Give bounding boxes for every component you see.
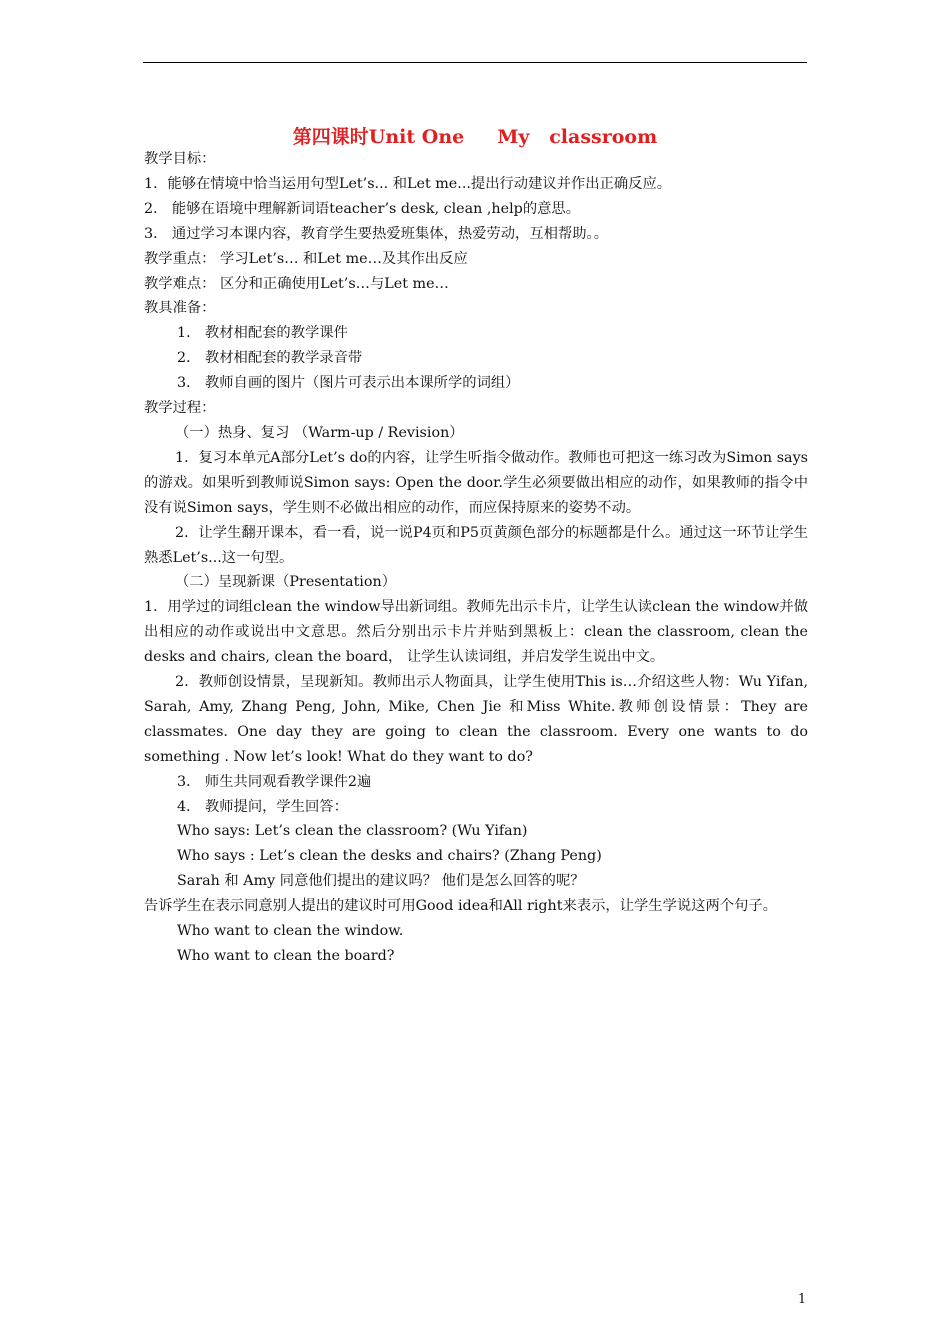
question-1: Who says: Let’s clean the classroom? (Wu Yifan) [177, 823, 528, 840]
presentation-paragraph-1: 1．用学过的词组clean the window导出新词组。教师先出示卡片，让学生认读clean the window并做出相应的动作或说出中文意思。然后分别出示卡片并贴到黑板上：clean the classroom, clean the desks and chairs, clean the board， 让学生认读词组，并启发学生说出中文。 [144, 599, 808, 666]
material-2: 2． 教材相配套的教学录音带 [177, 350, 363, 367]
step-warmup-heading: （一）热身、复习 （Warm-up / Revision） [175, 424, 464, 441]
section-heading-materials: 教具准备： [144, 300, 216, 317]
question-2: Who says : Let’s clean the desks and chairs? (Zhang Peng) [177, 848, 602, 865]
lesson-body [144, 147, 808, 969]
presentation-item-3: 3． 师生共同观看教学课件2遍 [177, 773, 372, 790]
difficult-points: 教学难点： 区分和正确使用Let’s…与Let me… [144, 275, 449, 292]
objective-3: 3． 通过学习本课内容，教育学生要热爱班集体，热爱劳动，互相帮助。。 [144, 225, 608, 242]
section-heading-process: 教学过程： [144, 400, 216, 417]
question-3: Sarah 和 Amy 同意他们提出的建议吗？ 他们是怎么回答的呢？ [177, 873, 585, 890]
objective-1: 1．能够在情境中恰当运用句型Let’s... 和Let me...提出行动建议并作出正确反应。 [144, 175, 672, 192]
key-points: 教学重点： 学习Let’s… 和Let me…及其作出反应 [144, 250, 468, 267]
material-3: 3． 教师自画的图片（图片可表示出本课所学的词组） [177, 375, 520, 392]
practice-sentence-2: Who want to clean the board? [177, 948, 395, 964]
section-heading-objectives: 教学目标： [144, 151, 216, 167]
page-number: 1 [797, 1292, 807, 1307]
header-rule [143, 62, 807, 63]
agreement-paragraph: 告诉学生在表示同意别人提出的建议时可用Good idea和All right来表示，让学生学说这两个句子。 [144, 898, 777, 915]
warmup-paragraph-2: 2．让学生翻开课本，看一看，说一说P4页和P5页黄颜色部分的标题都是什么。通过这一环节让学生熟悉Let’s...这一句型。 [144, 524, 808, 566]
presentation-paragraph-2: 2．教师创设情景，呈现新知。教师出示人物面具，让学生使用This is…介绍这些人物：Wu Yifan, Sarah, Amy, Zhang Peng, John, Mike, Chen Jie 和Miss White.教师创设情景：They are classmates. One day they are going to clean the classroom. Every one wants to do something . Now let’s look! What do they want to do? [144, 674, 808, 765]
material-1: 1． 教材相配套的教学课件 [177, 325, 348, 342]
warmup-paragraph-1: 1．复习本单元A部分Let’s do的内容，让学生听指令做动作。教师也可把这一练习改为Simon says的游戏。如果听到教师说Simon says: Open the door.学生必须要做出相应的动作，如果教师的指令中没有说Simon says，学生则不必做出相应的动作，而应保持原来的姿势不动。 [144, 449, 808, 516]
step-presentation-heading: （二）呈现新课（Presentation） [175, 574, 396, 591]
lesson-title: 第四课时Unit One My classroom [292, 126, 658, 148]
presentation-item-4: 4． 教师提问，学生回答： [177, 798, 348, 815]
objective-2: 2． 能够在语境中理解新词语teacher’s desk, clean ,help的意思。 [144, 200, 581, 217]
practice-sentence-1: Who want to clean the window. [177, 923, 404, 940]
